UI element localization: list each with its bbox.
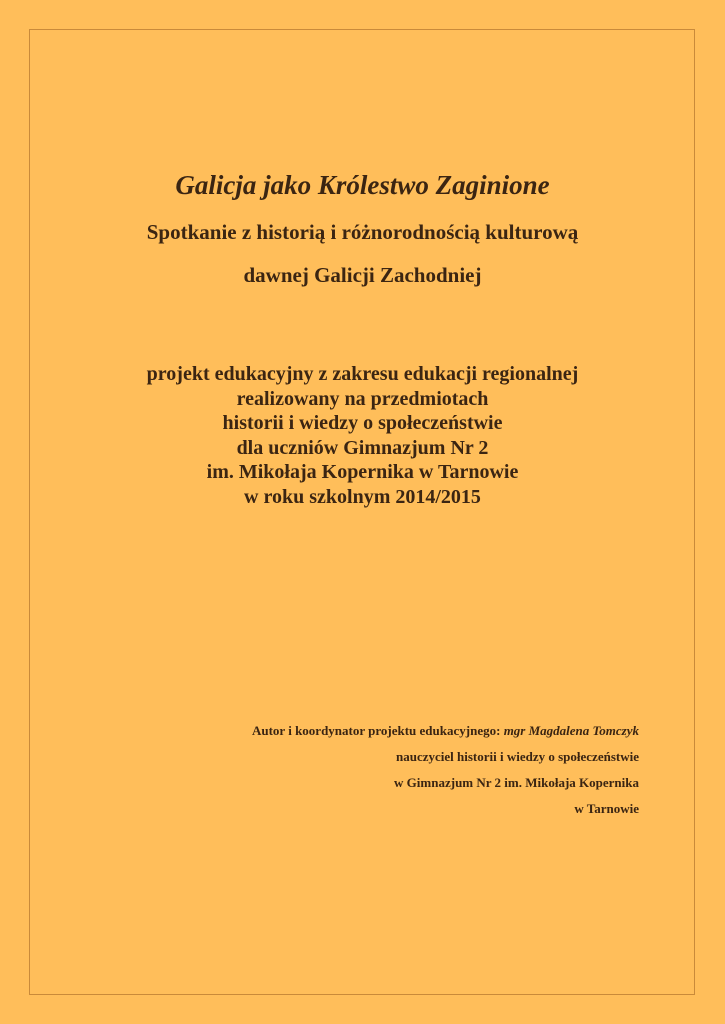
author-position: nauczyciel historii i wiedzy o społeczeństwie xyxy=(396,749,639,764)
author-line xyxy=(252,718,639,744)
description-line: historii i wiedzy o społeczeństwie xyxy=(222,412,503,434)
subtitle-line-1: Spotkanie z historią i różnorodnością kulturową xyxy=(146,220,579,244)
author-school: w Gimnazjum Nr 2 im. Mikołaja Kopernika xyxy=(394,775,639,790)
author-block xyxy=(252,718,639,822)
description-line: realizowany na przedmiotach xyxy=(236,387,489,410)
description-line: w roku szkolnym 2014/2015 xyxy=(244,485,481,508)
author-city: w Tarnowie xyxy=(574,801,639,816)
project-description xyxy=(0,362,725,509)
subtitle-line-2: dawnej Galicji Zachodniej xyxy=(243,263,482,287)
description-line: im. Mikołaja Kopernika w Tarnowie xyxy=(206,461,519,483)
description-line: dla uczniów Gimnazjum Nr 2 xyxy=(236,436,489,459)
author-name: mgr Magdalena Tomczyk xyxy=(503,723,639,738)
document-title: Galicja jako Królestwo Zaginione xyxy=(175,170,550,200)
description-line: projekt edukacyjny z zakresu edukacji regionalnej xyxy=(146,363,579,385)
author-label: Autor i koordynator projektu edukacyjnego: xyxy=(251,723,504,738)
